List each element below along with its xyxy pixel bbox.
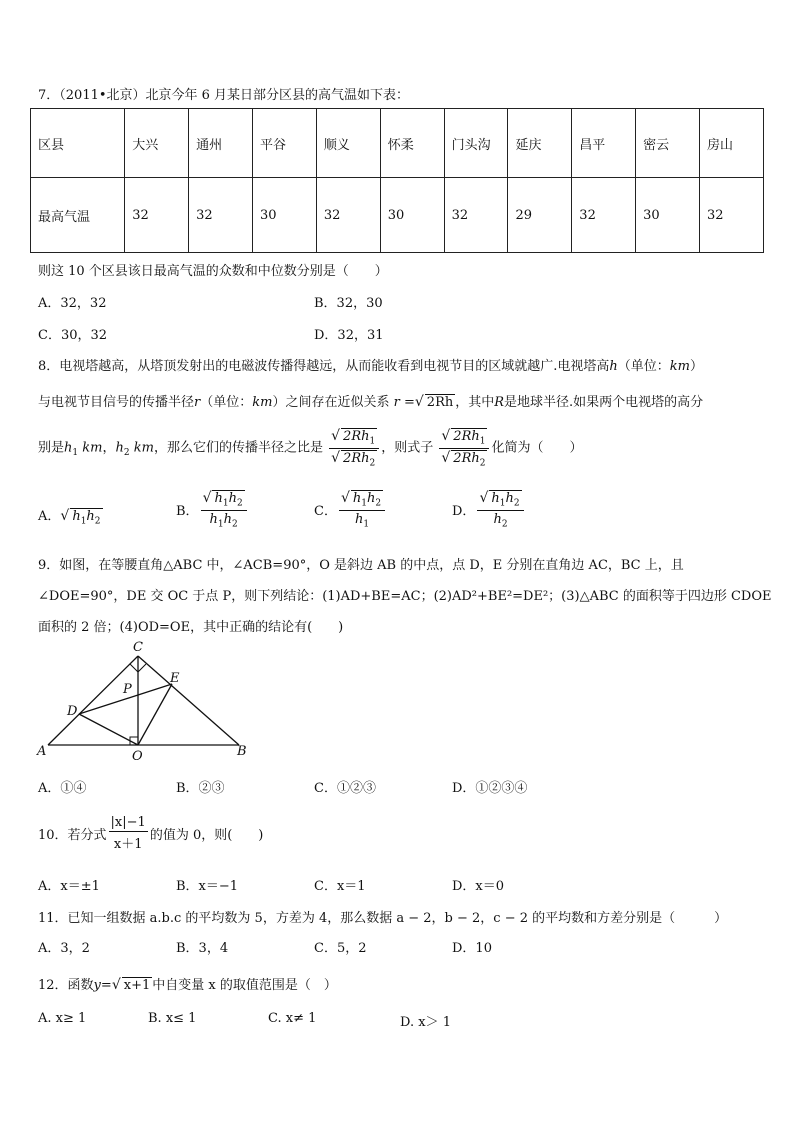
q10-prefix: 10．若分式 <box>38 828 107 843</box>
table-header-cell: 密云 <box>636 109 700 178</box>
q11-option-a[interactable]: A．3，2 <box>38 941 90 956</box>
q9-line-2: ∠DOE=90°，DE 交 OC 于点 P，则下列结论：(1)AD+BE=AC；(2)AD²+BE²=DE²；(3)△ABC 的面积等于四边形 CDOE <box>38 589 772 604</box>
q10-numerator: |x|−1 <box>110 815 146 830</box>
q8-ratio-num: 2Rh <box>343 429 370 444</box>
q10-option-c[interactable]: C．x＝1 <box>314 879 366 894</box>
q8-expr-den: 2Rh <box>453 450 480 466</box>
table-header-cell: 顺义 <box>316 109 380 178</box>
q12-radicand: x+1 <box>123 978 151 993</box>
q9-line-3: 面积的 2 倍；(4)OD=OE，其中正确的结论有( ) <box>38 620 344 635</box>
q8-text: ，其中 <box>455 395 495 410</box>
table-header-cell: 昌平 <box>572 109 636 178</box>
table-header-row <box>31 109 764 178</box>
q7-option-b[interactable]: B．32，30 <box>314 296 383 311</box>
table-cell: 30 <box>636 178 700 253</box>
q7-option-d[interactable]: D．32，31 <box>314 328 384 343</box>
q8-h2: h <box>115 440 124 456</box>
label-P: P <box>123 682 132 697</box>
q7-option-c[interactable]: C．30，32 <box>38 328 108 343</box>
q11-stem: 11．已知一组数据 a.b.c 的平均数为 5，方差为 4，那么数据 a − 2，b − 2，c − 2 的平均数和方差分别是（ ） <box>38 911 728 926</box>
label-A: A <box>37 744 47 759</box>
q8-option-a[interactable]: A．√ $h_1h_2$ <box>38 508 101 527</box>
option-label: B． <box>176 504 199 520</box>
segment-AC <box>48 656 138 745</box>
q8-unit: km <box>82 440 103 456</box>
q10-option-b[interactable]: B．x＝−1 <box>176 879 239 894</box>
q10-denominator: x＋1 <box>113 837 143 852</box>
q10-option-d[interactable]: D．x＝0 <box>452 879 505 894</box>
q8-text: 别是 <box>38 440 65 456</box>
q12-option-b[interactable]: B. x≤ 1 <box>148 1011 197 1026</box>
table-header-cell: 区县 <box>31 109 125 178</box>
q10-suffix: 的值为 0，则( ) <box>149 828 264 843</box>
q8-text: 是地球半径.如果两个电视塔的高分 <box>504 395 704 410</box>
q8-var-r: r <box>194 395 201 410</box>
q8-formula-lhs: r = <box>393 395 415 410</box>
segment-OD <box>79 714 138 745</box>
q12-var-y: y <box>93 978 101 993</box>
q10-line <box>38 815 263 852</box>
table-cell: 32 <box>316 178 380 253</box>
q11-option-b[interactable]: B．3，4 <box>176 941 229 956</box>
table-row <box>31 178 764 253</box>
table-header-cell: 房山 <box>700 109 764 178</box>
table-cell: 29 <box>508 178 572 253</box>
q11-option-c[interactable]: C．5，2 <box>314 941 367 956</box>
label-D: D <box>67 704 78 719</box>
q8-var-R: R <box>494 395 505 410</box>
table-header-cell: 平谷 <box>253 109 317 178</box>
q7-stem: 7．（2011•北京）北京今年 6 月某日部分区县的高气温如下表： <box>38 88 410 103</box>
q8-line-2: 与电视节目信号的传播半径r（单位：km）之间存在近似关系 r =√ 2Rh ，其中R是地球半径.如果两个电视塔的高分 <box>38 394 704 410</box>
q12-suffix: 中自变量 x 的取值范围是（ ） <box>152 978 337 993</box>
q9-geometry-figure <box>30 634 260 766</box>
label-E: E <box>170 671 180 686</box>
q8-ratio-fraction: $\frac{√ 2Rh_1}{√ 2Rh_2}$ <box>329 428 379 468</box>
q7-question: 则这 10 个区县该日最高气温的众数和中位数分别是（ ） <box>38 264 388 279</box>
q9-option-b[interactable]: B．②③ <box>176 781 225 796</box>
q12-option-d[interactable]: D. x＞ 1 <box>400 1015 451 1030</box>
q8-text: ） <box>690 359 704 374</box>
option-label: D． <box>452 504 476 520</box>
q8-text: （单位： <box>617 359 670 374</box>
q8-line-1 <box>38 355 703 374</box>
q7-option-a[interactable]: A．32，32 <box>38 296 107 311</box>
q8-text: （单位： <box>200 395 253 410</box>
table-header-cell: 怀柔 <box>380 109 444 178</box>
q8-text: ，那么它们的传播半径之比是 <box>153 440 323 456</box>
q8-text: 化简为（ ） <box>491 440 583 456</box>
table-cell: 32 <box>189 178 253 253</box>
q12-prefix: 12．函数 <box>38 978 94 993</box>
q11-option-d[interactable]: D．10 <box>452 941 492 956</box>
q10-fraction <box>109 815 148 852</box>
q8-option-d[interactable]: D． $\frac{√ h_1h_2}{h_2}$ <box>452 490 526 529</box>
q8-ratio-den: 2Rh <box>343 450 370 466</box>
q12-eq: = <box>100 978 112 993</box>
segment-BC <box>138 656 239 745</box>
q8-h1: h <box>64 440 73 456</box>
q9-option-c[interactable]: C．①②③ <box>314 781 376 796</box>
q8-formula-radicand: 2Rh <box>426 395 454 410</box>
q12-option-c[interactable]: C. x≠ 1 <box>268 1011 317 1026</box>
table-header-cell: 延庆 <box>508 109 572 178</box>
label-B: B <box>237 744 247 759</box>
q10-option-a[interactable]: A．x＝±1 <box>38 879 100 894</box>
q8-unit: km <box>669 359 691 374</box>
q8-option-b[interactable]: B． $\frac{√ h_1h_2}{h_1h_2}$ <box>176 490 249 529</box>
table-cell: 32 <box>444 178 508 253</box>
q8-line-3: 别是$h_1$ km，$h_2$ km，那么它们的传播半径之比是 $\frac{√ 2Rh_1}{√ 2Rh_2}$ ，则式子 $\frac{√ 2Rh_1}{√ 2Rh_2}$ 化简为（ ） <box>38 428 583 469</box>
q8-unit: km <box>252 395 273 410</box>
table-cell: 32 <box>125 178 189 253</box>
q8-text: 8．电视塔越高，从塔顶发射出的电磁波传播得越远，从而能收看到电视节目的区域就越广.电视塔高 <box>38 359 610 374</box>
q12-line: 12．函数y=√ x+1 中自变量 x 的取值范围是（ ） <box>38 977 337 993</box>
table-header-cell: 门头沟 <box>444 109 508 178</box>
table-cell: 32 <box>700 178 764 253</box>
q8-expression-fraction: $\frac{√ 2Rh_1}{√ 2Rh_2}$ <box>439 428 489 468</box>
table-header-cell: 通州 <box>189 109 253 178</box>
q8-text: ，则式子 <box>381 440 434 456</box>
table-cell: 最高气温 <box>31 178 125 253</box>
q8-var-h: h <box>609 359 618 374</box>
option-label: A． <box>38 509 61 524</box>
label-O: O <box>132 749 143 764</box>
q12-option-a[interactable]: A. x≥ 1 <box>38 1011 87 1026</box>
q9-option-d[interactable]: D．①②③④ <box>452 781 528 796</box>
table-cell: 30 <box>253 178 317 253</box>
q9-option-a[interactable]: A．①④ <box>38 781 87 796</box>
q9-line-1: 9．如图，在等腰直角△ABC 中，∠ACB=90°，O 是斜边 AB 的中点，点 D，E 分别在直角边 AC，BC 上，且 <box>38 558 684 573</box>
q8-option-c[interactable]: C． $\frac{√ h_1h_2}{h_1}$ <box>314 490 387 529</box>
q8-text: 与电视节目信号的传播半径 <box>38 395 195 410</box>
table-header-cell: 大兴 <box>125 109 189 178</box>
q8-text: ）之间存在近似关系 <box>272 395 390 410</box>
temperature-table <box>30 108 764 253</box>
q8-expr-num: 2Rh <box>453 429 480 444</box>
table-cell: 30 <box>380 178 444 253</box>
option-label: C． <box>314 504 337 520</box>
table-cell: 32 <box>572 178 636 253</box>
label-C: C <box>133 640 143 655</box>
q8-unit: km <box>133 440 154 456</box>
